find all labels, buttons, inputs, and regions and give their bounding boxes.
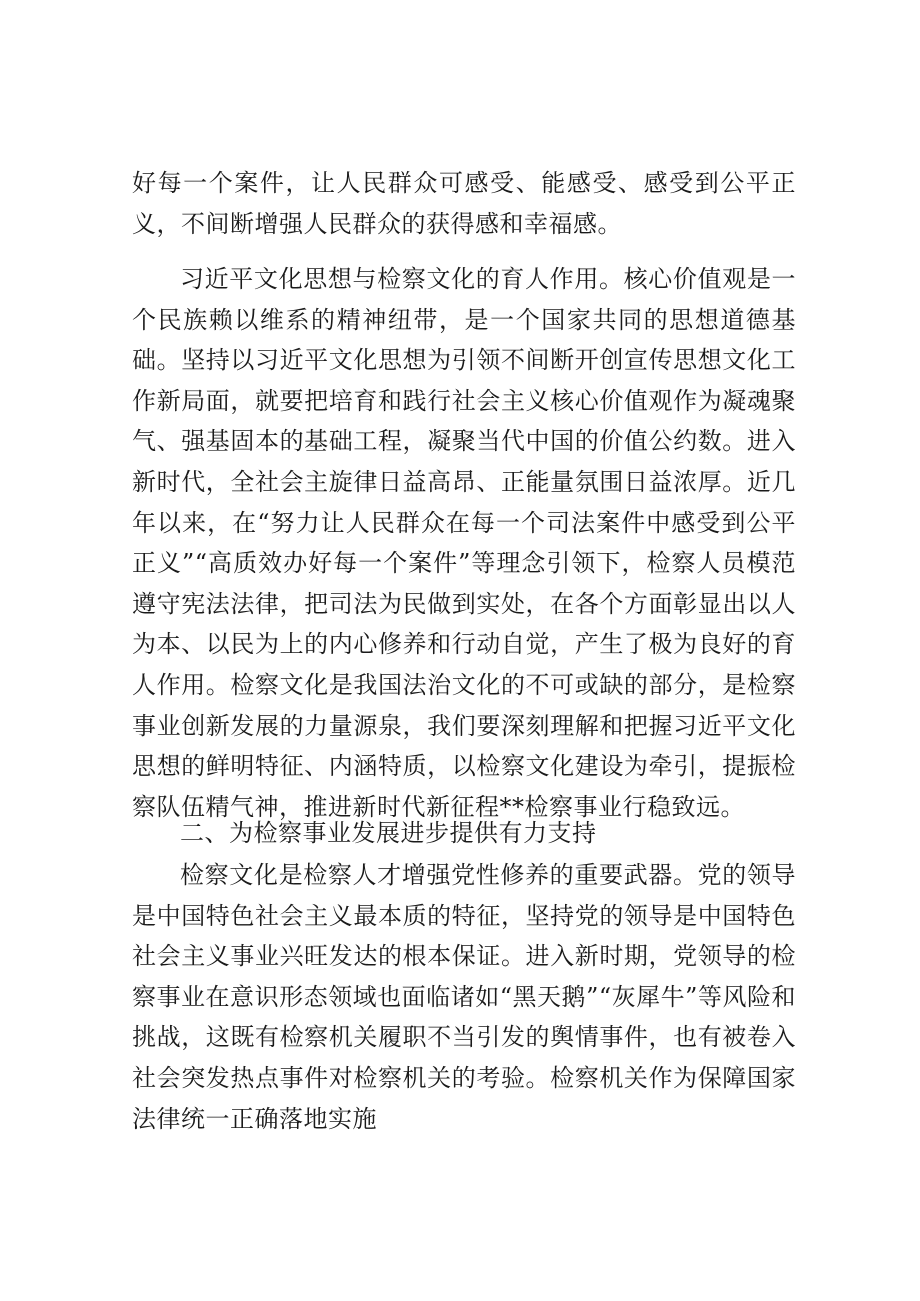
paragraph-culture-education: 习近平文化思想与检察文化的育人作用。核心价值观是一个民族赖以维系的精神纽带，是一个国家共同的思想道德基础。坚持以习近平文化思想为引领不间断开创宣传思想文化工作新局面，就要把培育和践行社会主义核心价值观作为凝魂聚气、强基固本的基础工程，凝聚当代中国的价值公约数。进入新时代，全社会主旋律日益高昂、正能量氛围日益浓厚。近几年以来，在“努力让人民群众在每一个司法案件中感受到公平正义”“高质效办好每一个案件”等理念引领下，检察人员模范遵守宪法法律，把司法为民做到实处，在各个方面彰显出以人为本、以民为上的内心修养和行动自觉，产生了极为良好的育人作用。检察文化是我国法治文化的不可或缺的部分，是检察事业创新发展的力量源泉，我们要深刻理解和把握习近平文化思想的鲜明特征、内涵特质，以检察文化建设为牵引，提振检察队伍精气神，推进新时代新征程**检察事业行稳致远。: [132, 265, 796, 821]
paragraph-continuation: 好每一个案件，让人民群众可感受、能感受、感受到公平正义，不间断增强人民群众的获得感和幸福感。: [132, 169, 796, 238]
paragraph-party-spirit: 检察文化是检察人才增强党性修养的重要武器。党的领导是中国特色社会主义最本质的特征，坚持党的领导是中国特色社会主义事业兴旺发达的根本保证。进入新时期，党领导的检察事业在意识形态领域也面临诸如“黑天鹅”“灰犀牛”等风险和挑战，这既有检察机关履职不当引发的舆情事件，也有被卷入社会突发热点事件对检察机关的考验。检察机关作为保障国家法律统一正确落地实施: [132, 861, 796, 1133]
section-heading-two: 二、为检察事业发展进步提供有力支持: [180, 819, 597, 847]
